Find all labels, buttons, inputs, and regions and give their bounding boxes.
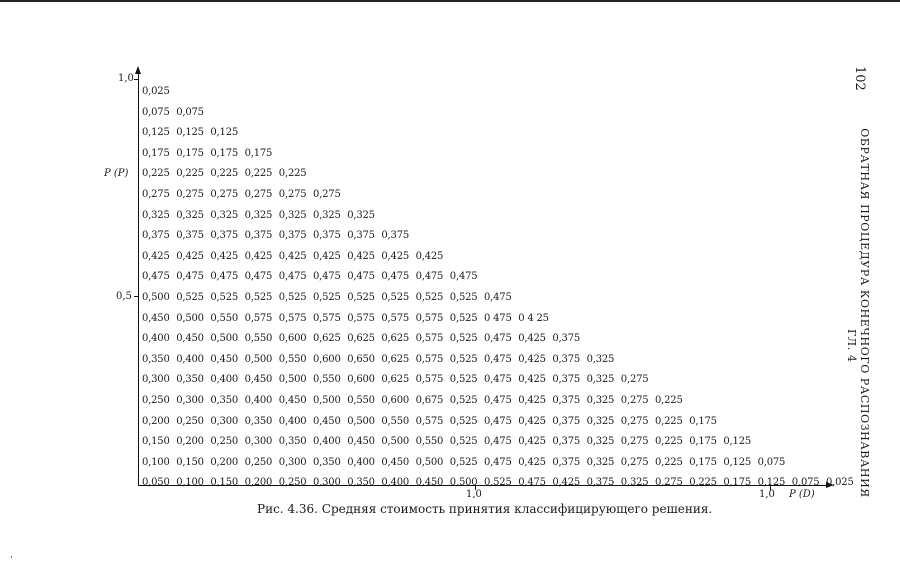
grid-cell: 0,625 (347, 333, 375, 345)
grid-cell: 0,625 (381, 333, 410, 345)
grid-cell: 0,425 (552, 477, 581, 489)
grid-cell: 0,375 (244, 230, 273, 242)
grid-cell: 0,300 (278, 456, 307, 468)
grid-cell: 0,600 (313, 353, 341, 365)
grid-cell: 0,225 (655, 436, 683, 448)
grid-cell: 0,325 (586, 374, 615, 386)
grid-cell: 0,275 (244, 189, 273, 200)
figure-caption: Рис. 4.36. Средняя стоимость принятия классифицирующего решения. (257, 502, 713, 516)
y-axis-arrow-icon (135, 66, 141, 74)
grid-cell: 0,425 (518, 436, 546, 448)
grid-cell: 0,475 (313, 271, 341, 283)
grid-cell: 0,500 (449, 477, 478, 489)
y-tick-top (134, 79, 138, 80)
grid-cell: 0,525 (244, 292, 273, 303)
grid-cell: 0,275 (142, 189, 170, 200)
grid-cell: 0,475 (142, 271, 170, 283)
grid-cell: 0,375 (552, 415, 581, 427)
grid-cell: 0,525 (381, 292, 410, 303)
grid-cell: 0,575 (415, 374, 444, 386)
y-axis (138, 72, 139, 485)
grid-cell: 0,275 (620, 395, 649, 406)
grid-cell: 0,100 (142, 456, 170, 468)
grid-cell: 0,375 (552, 333, 581, 345)
grid-cell: 0,150 (142, 436, 170, 448)
grid-cell: 0,300 (244, 436, 273, 448)
grid-cell: 0,200 (244, 477, 273, 489)
grid-cell: 0,575 (381, 312, 410, 324)
grid-cell: 0,375 (586, 477, 615, 489)
grid-cell: 0,575 (278, 312, 307, 324)
grid-cell: 0,525 (449, 353, 478, 365)
grid-cell: 0,475 (381, 271, 410, 283)
grid-cell: 0,375 (552, 374, 581, 386)
grid-cell: 0,425 (381, 250, 410, 262)
grid-cell: 0,325 (347, 209, 375, 221)
grid-cell: 0,500 (347, 415, 375, 427)
grid-cell: 0,425 (142, 250, 170, 262)
grid-cell: 0,250 (210, 436, 239, 448)
grid-cell: 0,300 (313, 477, 341, 489)
grid-cell: 0,525 (449, 374, 478, 386)
grid-cell: 0,225 (655, 456, 683, 468)
grid-cell: 0,600 (347, 374, 375, 386)
grid-cell: 0,125 (142, 127, 170, 139)
grid-cell: 0,575 (415, 415, 444, 427)
grid-cell: 0,475 (484, 353, 512, 365)
grid-cell: 0,175 (689, 456, 717, 468)
grid-cell: 0,075 (757, 456, 786, 468)
grid-cell: 0,400 (347, 456, 375, 468)
x-axis-mid-tick-label: 1,0 (466, 489, 482, 500)
grid-cell: 0,100 (176, 477, 204, 489)
grid-cell: 0,525 (176, 292, 204, 303)
grid-cell: 0,325 (586, 436, 615, 448)
grid-cell: 0,400 (381, 477, 410, 489)
grid-cell: 0,250 (278, 477, 307, 489)
grid-cell: 0,475 (415, 271, 444, 283)
grid-cell: 0,200 (142, 415, 170, 427)
grid-cell: 0,200 (176, 436, 204, 448)
grid-cell: 0,125 (210, 127, 239, 139)
grid-cell: 0,175 (142, 147, 170, 159)
grid-cell: 0,150 (210, 477, 239, 489)
grid-cell: 0,475 (484, 292, 512, 303)
grid-cell: 0,475 (484, 415, 512, 427)
grid-cell: 0,500 (142, 292, 170, 303)
grid-cell: 0,325 (142, 209, 170, 221)
grid-cell: 0,500 (415, 456, 444, 468)
grid-cell: 0,525 (484, 477, 512, 489)
grid-cell: 0,175 (176, 147, 204, 159)
grid-cell: 0,375 (278, 230, 307, 242)
grid-cell: 0,375 (210, 230, 239, 242)
grid-cell: 0,325 (176, 209, 204, 221)
grid-cell: 0,350 (142, 353, 170, 365)
grid-cell: 0,525 (210, 292, 239, 303)
grid-cell: 0,350 (347, 477, 375, 489)
running-head-title: ОБРАТНАЯ ПРОЦЕДУРА КОНЕЧНОГО РАСПОЗНАВАНИЯ (858, 128, 871, 498)
grid-cell: 0,075 (791, 477, 820, 489)
grid-cell: 0,225 (655, 395, 683, 406)
grid-cell: 0,475 (484, 374, 512, 386)
grid-cell: 0,275 (655, 477, 683, 489)
grid-cell: 0,350 (210, 395, 239, 406)
grid-cell: 0,575 (415, 353, 444, 365)
grid-cell: 0,525 (313, 292, 341, 303)
grid-cell: 0,525 (415, 292, 444, 303)
grid-cell: 0,450 (278, 395, 307, 406)
grid-cell: 0,550 (381, 415, 410, 427)
grid-cell: 0,525 (449, 415, 478, 427)
grid-cell: 0,275 (278, 189, 307, 200)
grid-cell: 0,575 (415, 333, 444, 345)
grid-cell: 0,500 (244, 353, 273, 365)
grid-cell: 0,500 (278, 374, 307, 386)
x-axis-arrow-icon (826, 482, 834, 488)
grid-cell: 0,125 (757, 477, 786, 489)
grid-cell: 0,525 (449, 312, 478, 324)
grid-cell: 0,550 (244, 333, 273, 345)
grid-cell: 0,575 (347, 312, 375, 324)
chapter-tag: ГЛ. 4 (845, 329, 858, 363)
grid-cell: 0,625 (381, 374, 410, 386)
grid-cell: 0,225 (142, 168, 170, 180)
grid-cell: 0,050 (142, 477, 170, 489)
page-number: 102 (852, 66, 867, 91)
grid-cell: 0,325 (313, 209, 341, 221)
grid-cell: 0,400 (210, 374, 239, 386)
grid-cell: 0,525 (347, 292, 375, 303)
grid-cell: 0,250 (176, 415, 204, 427)
grid-cell: 0,425 (415, 250, 444, 262)
grid-cell: 0,175 (723, 477, 752, 489)
grid-cell: 0,325 (586, 415, 615, 427)
grid-cell: 0,675 (415, 395, 444, 406)
grid-cell: 0,425 (518, 374, 546, 386)
grid-cell: 0,325 (586, 353, 615, 365)
grid-cell: 0,475 (210, 271, 239, 283)
x-axis (138, 485, 826, 486)
grid-cell: 0,075 (142, 106, 170, 118)
grid-cell: 0,175 (210, 147, 239, 159)
grid-cell: 0,500 (381, 436, 410, 448)
y-axis-mid-tick-label: 0,5 (116, 291, 132, 302)
grid-cell: 0,125 (176, 127, 204, 139)
grid-cell: 0,625 (381, 353, 410, 365)
grid-cell: 0,350 (313, 456, 341, 468)
grid-cell: 0,325 (620, 477, 649, 489)
x-axis-label: P (D) (789, 489, 815, 500)
grid-cell: 0,525 (449, 395, 478, 406)
grid-cell: 0,475 (347, 271, 375, 283)
top-border-line (0, 0, 900, 2)
grid-cell: 0,450 (381, 456, 410, 468)
running-head (845, 113, 871, 513)
grid-cell: 0,275 (210, 189, 239, 200)
grid-cell: 0,175 (689, 415, 717, 427)
grid-cell: 0,400 (313, 436, 341, 448)
grid-cell: 0,375 (313, 230, 341, 242)
grid-cell: 0,525 (449, 456, 478, 468)
grid-cell: 0,575 (244, 312, 273, 324)
grid-cell: 0,450 (415, 477, 444, 489)
grid-cell: 0,550 (278, 353, 307, 365)
grid-cell: 0,325 (244, 209, 273, 221)
grid-cell: 0,375 (552, 395, 581, 406)
grid-cell: 0,550 (210, 312, 239, 324)
grid-cell: 0,450 (347, 436, 375, 448)
grid-cell: 0,425 (313, 250, 341, 262)
grid-cell: 0,475 (244, 271, 273, 283)
x-axis-right-tick-label: 1,0 (759, 489, 775, 500)
grid-cell: 0,375 (142, 230, 170, 242)
grid-cell: 0,425 (176, 250, 204, 262)
grid-cell: 0,275 (620, 436, 649, 448)
grid-cell: 0,550 (347, 395, 375, 406)
grid-cell: 0,425 (518, 333, 546, 345)
grid-cell: 0,375 (176, 230, 204, 242)
grid-cell: 0,300 (210, 415, 239, 427)
scan-speck (11, 556, 12, 558)
grid-cell: 0,525 (449, 436, 478, 448)
grid-cell: 0,225 (244, 168, 273, 180)
grid-cell: 0,200 (210, 456, 239, 468)
grid-cell: 0,275 (620, 374, 649, 386)
grid-cell: 0,350 (278, 436, 307, 448)
grid-cell: 0,425 (518, 415, 546, 427)
grid-cell: 0,475 (518, 477, 546, 489)
grid-cell: 0,525 (449, 333, 478, 345)
grid-cell: 0,475 (176, 271, 204, 283)
grid-cell: 0,225 (689, 477, 717, 489)
y-axis-label: P (P) (104, 168, 129, 179)
grid-cell: 0,125 (723, 456, 752, 468)
grid-cell: 0,075 (176, 106, 204, 118)
grid-cell: 0,275 (620, 415, 649, 427)
grid-cell: 0,500 (176, 312, 204, 324)
grid-cell: 0 475 (484, 312, 512, 324)
grid-cell: 0,550 (313, 374, 341, 386)
grid-cell: 0,225 (176, 168, 204, 180)
y-axis-top-tick-label: 1,0 (118, 73, 134, 84)
grid-cell: 0,525 (278, 292, 307, 303)
grid-cell: 0,425 (244, 250, 273, 262)
grid-cell: 0,475 (278, 271, 307, 283)
grid-cell: 0,225 (278, 168, 307, 180)
grid-cell: 0,450 (210, 353, 239, 365)
grid-cell: 0,175 (244, 147, 273, 159)
grid-cell: 0,475 (484, 436, 512, 448)
grid-cell: 0,225 (210, 168, 239, 180)
grid-cell: 0,600 (381, 395, 410, 406)
grid-cell: 0,325 (586, 456, 615, 468)
grid-cell: 0,375 (552, 456, 581, 468)
grid-cell: 0,350 (176, 374, 204, 386)
grid-cell: 0,425 (518, 395, 546, 406)
grid-cell: 0,150 (176, 456, 204, 468)
grid-cell: 0,450 (313, 415, 341, 427)
grid-cell: 0,525 (449, 292, 478, 303)
grid-cell: 0,300 (176, 395, 204, 406)
grid-cell: 0,425 (210, 250, 239, 262)
grid-cell: 0,400 (142, 333, 170, 345)
grid-cell: 0,475 (484, 395, 512, 406)
grid-cell: 0,400 (244, 395, 273, 406)
grid-cell: 0,250 (142, 395, 170, 406)
grid-cell: 0,450 (244, 374, 273, 386)
grid-cell: 0,275 (313, 189, 341, 200)
grid-cell: 0,400 (278, 415, 307, 427)
grid-cell: 0,475 (449, 271, 478, 283)
grid-cell: 0,375 (381, 230, 410, 242)
y-tick-mid (134, 296, 138, 297)
grid-cell: 0,325 (210, 209, 239, 221)
grid-cell: 0,275 (620, 456, 649, 468)
grid-cell: 0,600 (278, 333, 307, 345)
grid-cell: 0,375 (552, 436, 581, 448)
grid-cell: 0,375 (552, 353, 581, 365)
grid-cell: 0,425 (518, 456, 546, 468)
grid-cell: 0,425 (278, 250, 307, 262)
grid-cell: 0,500 (210, 333, 239, 345)
grid-cell: 0,400 (176, 353, 204, 365)
grid-cell: 0,375 (347, 230, 375, 242)
grid-cell: 0,025 (826, 477, 854, 489)
grid-cell: 0,450 (176, 333, 204, 345)
grid-cell: 0,325 (278, 209, 307, 221)
grid-cell: 0,625 (313, 333, 341, 345)
grid-cell: 0 4 25 (518, 312, 549, 324)
grid-cell: 0,575 (313, 312, 341, 324)
grid-cell: 0,475 (484, 456, 512, 468)
grid-cell: 0,300 (142, 374, 170, 386)
grid-cell: 0,275 (176, 189, 204, 200)
grid-cell: 0,025 (142, 86, 170, 97)
grid-cell: 0,550 (415, 436, 444, 448)
grid-cell: 0,250 (244, 456, 273, 468)
grid-cell: 0,425 (518, 353, 546, 365)
grid-cell: 0,475 (484, 333, 512, 345)
grid-cell: 0,325 (586, 395, 615, 406)
grid-cell: 0,450 (142, 312, 170, 324)
grid-cell: 0,350 (244, 415, 273, 427)
grid-cell: 0,175 (689, 436, 717, 448)
grid-cell: 0,500 (313, 395, 341, 406)
grid-cell: 0,125 (723, 436, 752, 448)
grid-cell: 0,575 (415, 312, 444, 324)
grid-cell: 0,425 (347, 250, 375, 262)
grid-cell: 0,650 (347, 353, 375, 365)
grid-cell: 0,225 (655, 415, 683, 427)
